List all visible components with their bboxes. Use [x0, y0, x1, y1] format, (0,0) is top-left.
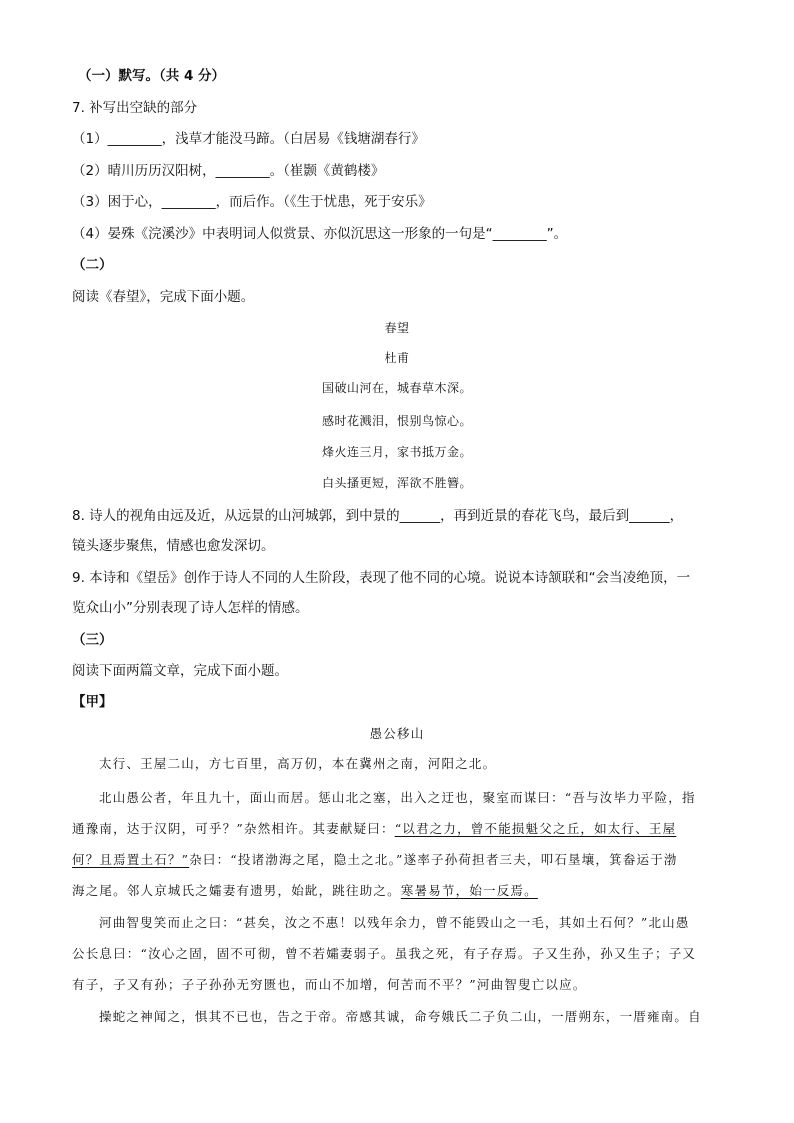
article-paragraph-2-line-2 [72, 819, 676, 839]
section-3-instruction: 阅读下面两篇文章，完成下面小题。 [72, 663, 288, 679]
article-text: 海之尾。邻人京城氏之孀妻有遗男，始龀，跳往助之。 [72, 883, 401, 898]
question-7-item-1: （1）________，浅草才能没马蹄。（白居易《钱塘湖春行》 [72, 131, 425, 147]
poem-line-4: 白头搔更短，浑欲不胜簪。 [321, 476, 472, 490]
question-8-line-2: 镜头逐步聚焦，情感也愈发深切。 [72, 538, 275, 554]
poem-line-2: 感时花溅泪，恨别鸟惊心。 [321, 414, 472, 428]
article-paragraph-1: 太行、王屋二山，方七百里，高万仞，本在冀州之南，河阳之北。 [99, 756, 497, 771]
underlined-sentence: 何？且焉置土石？” [72, 852, 190, 867]
part-label-jia: 【甲】 [72, 694, 113, 710]
question-7-item-4: （4）晏殊《浣溪沙》中表明词人似赏景、亦似沉思这一形象的一句是“________”。 [72, 226, 568, 242]
article-paragraph-4-line-1: 操蛇之神闻之，惧其不已也，告之于帝。帝感其诚，命夸娥氏二子负二山，一厝朔东，一厝雍南。自 [99, 1009, 702, 1024]
section-heading-1: （一）默写。（共 4 分） [78, 68, 226, 84]
question-7-item-3: （3）困于心，________，而后作。（《生于忧患，死于安乐》 [72, 194, 432, 210]
article-title: 愚公移山 [369, 726, 425, 741]
article-paragraph-2-line-1: 北山愚公者，年且九十，面山而居。惩山北之塞，出入之迂也，聚室而谋曰：“吾与汝毕力平险，指 [99, 790, 696, 805]
article-paragraph-3-line-2: 公长息曰：“汝心之固，固不可彻，曾不若孀妻弱子。虽我之死，有子存焉。子又生孙，孙又生子；子又 [72, 946, 697, 961]
question-9-line-2: 览众山小”分别表现了诗人怎样的情感。 [72, 600, 309, 616]
poem-line-1: 国破山河在，城春草木深。 [321, 381, 472, 395]
poem-title: 春望 [384, 321, 410, 335]
underlined-sentence: “以君之力，曾不能损魁父之丘，如太行、王屋 [394, 821, 677, 836]
article-paragraph-3-line-3: 有子，子又有孙；子子孙孙无穷匮也，而山不加增，何苦而不平？”河曲智叟亡以应。 [72, 977, 587, 992]
article-paragraph-2-line-4 [72, 881, 538, 901]
article-text: 杂曰：“投诸渤海之尾，隐土之北。”遂率子孙荷担者三夫，叩石垦壤，箕畚运于渤 [189, 852, 678, 867]
poem-author: 杜甫 [384, 351, 410, 365]
question-7-item-2: （2）晴川历历汉阳树，________。（崔颢《黄鹤楼》 [72, 163, 385, 179]
poem-line-3: 烽火连三月，家书抵万金。 [321, 445, 472, 459]
question-8-line-1: 8. 诗人的视角由远及近，从远景的山河城郭，到中景的______，再到近景的春花飞鸟，最后到______， [72, 508, 684, 524]
section-heading-2: （二） [72, 257, 113, 273]
section-heading-3: （三） [72, 632, 113, 648]
article-paragraph-2-line-3 [72, 850, 678, 870]
question-7-prompt: 7. 补写出空缺的部分 [72, 100, 198, 116]
article-text: 通豫南，达于汉阴，可乎？”杂然相许。其妻献疑曰： [72, 821, 395, 836]
question-9-line-1: 9. 本诗和《望岳》创作于诗人不同的人生阶段，表现了他不同的心境。说说本诗颔联和“会当凌绝顶，一 [72, 570, 691, 586]
article-paragraph-3-line-1: 河曲智叟笑而止之曰：“甚矣，汝之不惠！以残年余力，曾不能毁山之一毛，其如土石何？”北山愚 [99, 915, 690, 930]
section-2-instruction: 阅读《春望》，完成下面小题。 [72, 289, 255, 305]
underlined-sentence: 寒暑易节，始一反焉。 [400, 883, 538, 898]
